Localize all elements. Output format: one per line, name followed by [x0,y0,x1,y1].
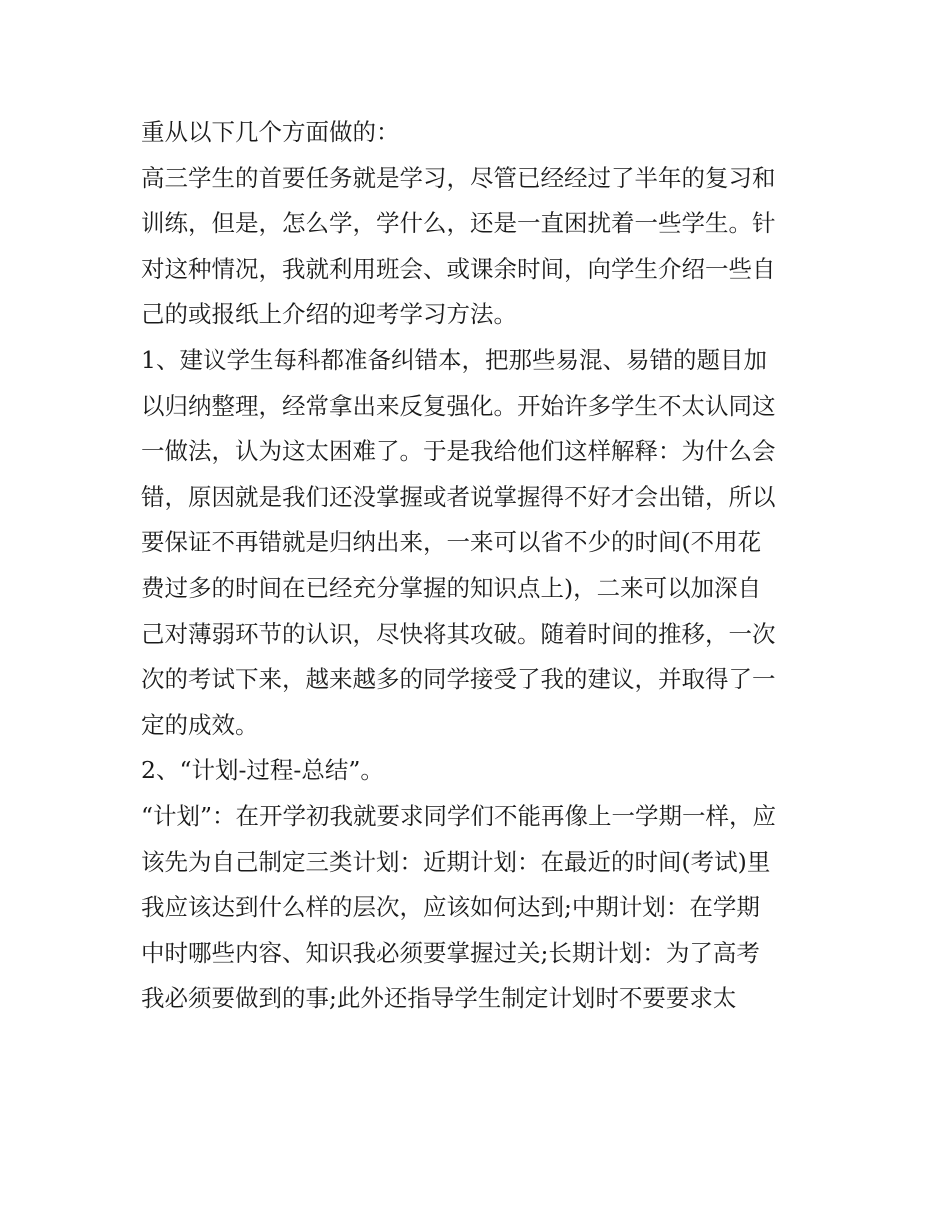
text-line-17: 该先为自己制定三类计划：近期计划：在最近的时间(考试)里 [141,847,771,876]
text-line-10: 要保证不再错就是归纳出来，一来可以省不少的时间(不用花 [141,528,762,557]
text-line-20: 我必须要做到的事;此外还指导学生制定计划时不要要求太 [141,984,737,1013]
text-line-9: 错，原因就是我们还没掌握或者说掌握得不好才会出错，所以 [141,482,776,511]
text-line-3: 训练，但是，怎么学，学什么，还是一直困扰着一些学生。针 [141,209,776,238]
text-line-7: 以归纳整理，经常拿出来反复强化。开始许多学生不太认同这 [141,391,776,420]
text-line-15: 2、“计划-过程-总结”。 [141,756,384,785]
text-line-13: 次的考试下来，越来越多的同学接受了我的建议，并取得了一 [141,665,776,694]
text-line-18: 我应该达到什么样的层次，应该如何达到;中期计划：在学期 [141,893,760,922]
text-line-8: 一做法，认为这太困难了。于是我给他们这样解释：为什么会 [141,437,776,466]
text-line-1: 重从以下几个方面做的： [141,118,400,146]
text-line-4: 对这种情况，我就利用班会、或课余时间，向学生介绍一些自 [141,254,776,283]
body-text [141,110,816,1022]
text-line-14: 定的成效。 [141,710,259,739]
text-line-19: 中时哪些内容、知识我必须要掌握过关;长期计划：为了高考 [141,938,760,967]
text-line-11: 费过多的时间在已经充分掌握的知识点上)，二来可以加深自 [141,573,762,602]
text-line-5: 己的或报纸上介绍的迎考学习方法。 [141,300,517,329]
text-line-6: 1、建议学生每科都准备纠错本，把那些易混、易错的题目加 [141,345,767,374]
text-line-16: “计划”：在开学初我就要求同学们不能再像上一学期一样，应 [141,801,777,830]
text-line-12: 己对薄弱环节的认识，尽快将其攻破。随着时间的推移，一次 [141,619,776,648]
text-line-2: 高三学生的首要任务就是学习，尽管已经经过了半年的复习和 [141,163,776,192]
